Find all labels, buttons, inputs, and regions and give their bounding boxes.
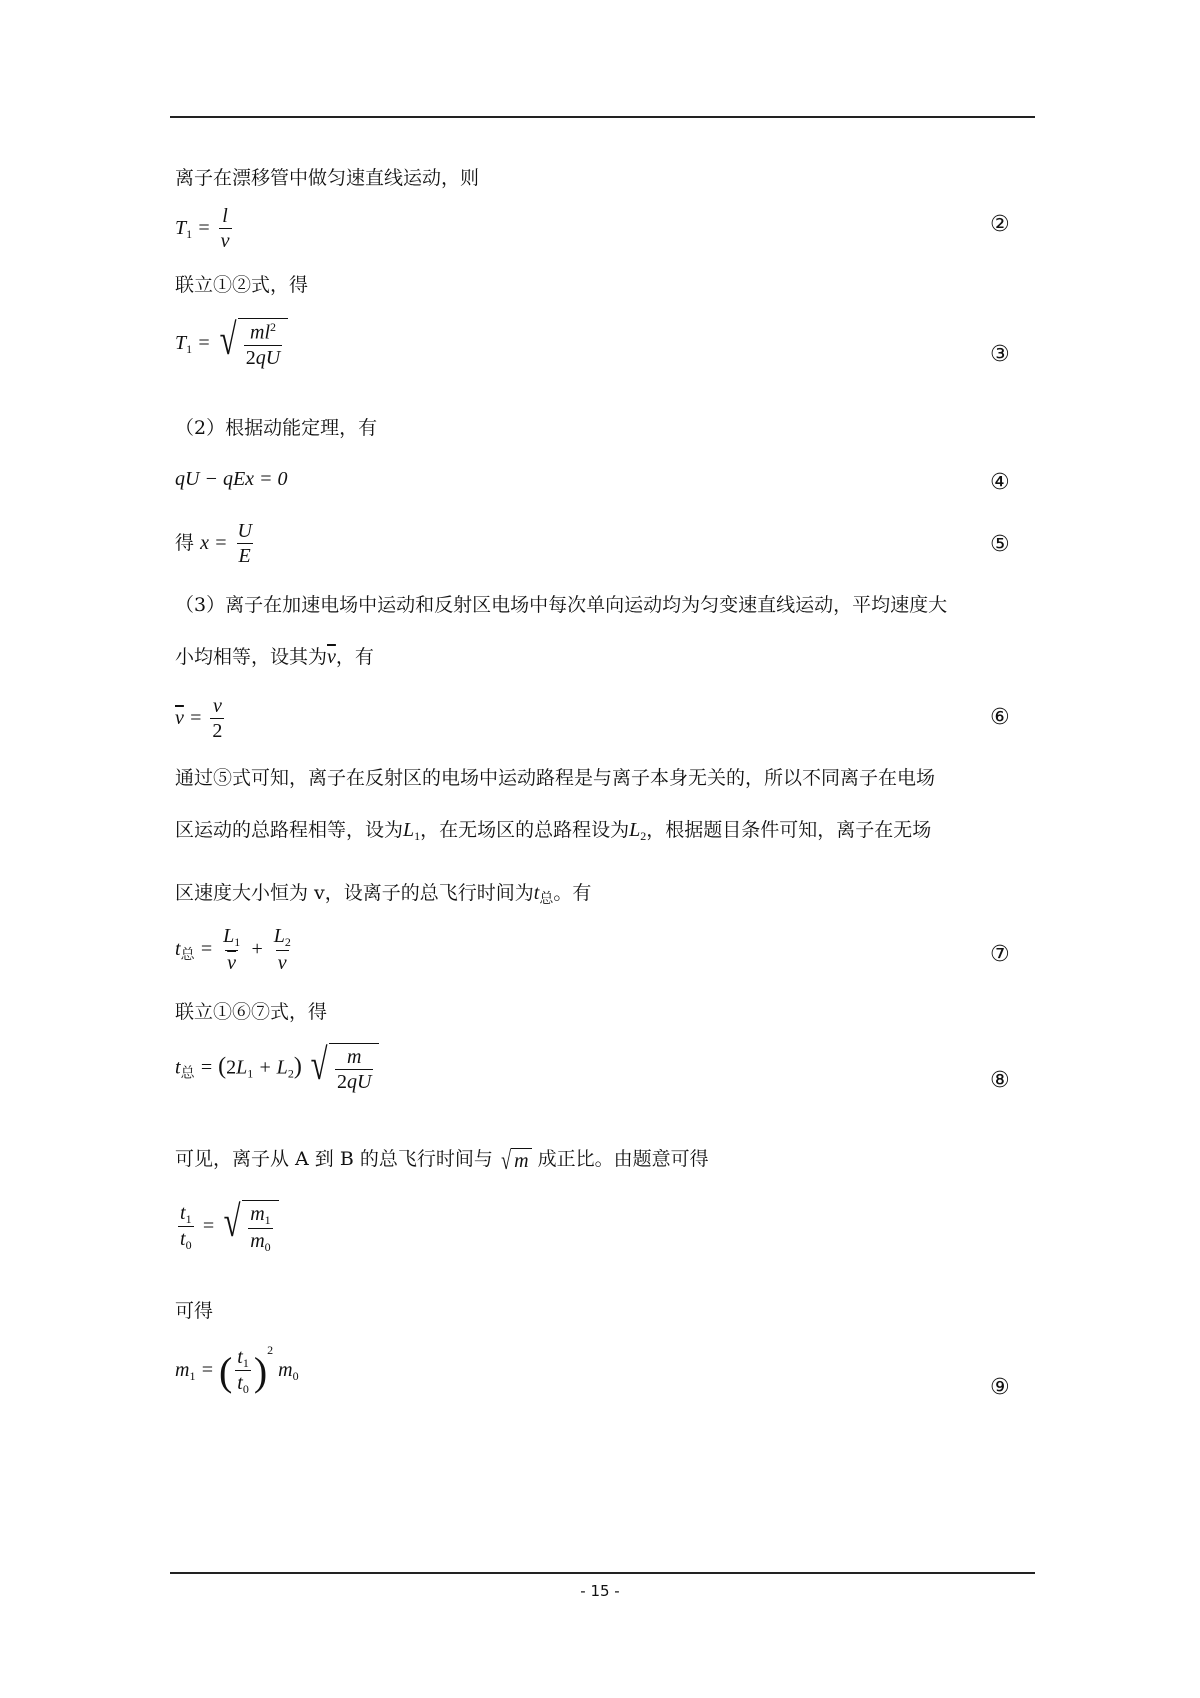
subscript-zong: 总 <box>539 891 554 907</box>
equation-7: $t_总$ = $\frac{L_1}{v}$ + $\frac{L_2}{v}$ <box>175 925 291 974</box>
text-line: 小均相等，设其为$\overline{v}$，有 <box>175 646 374 668</box>
header-rule <box>170 116 1035 118</box>
text-line: 联立①⑥⑦式，得 <box>175 1001 328 1023</box>
text-segment: ，根据题目条件可知，离子在无场 <box>646 819 932 841</box>
subscript-zong: 总 <box>180 946 195 963</box>
text-line: 联立①②式，得 <box>175 274 309 296</box>
text-line: 可得 <box>175 1300 214 1322</box>
text-line: 离子在漂移管中做匀速直线运动，则 <box>175 167 480 189</box>
eq-number-5: ⑤ <box>990 532 1010 557</box>
eq-number-3: ③ <box>990 342 1010 367</box>
eq-number-9: ⑨ <box>990 1375 1010 1400</box>
text-de: 得 <box>175 532 195 555</box>
text-segment: 成正比。由题意可得 <box>537 1148 709 1170</box>
text-segment: 可见，离子从 A 到 B 的总飞行时间与 <box>175 1148 493 1170</box>
text-segment: ，在无场区的总路程设为 <box>420 819 630 841</box>
text-segment: 小均相等，设其为 <box>175 646 328 668</box>
text-line: （3）离子在加速电场中运动和反射区电场中每次单向运动均为匀变速直线运动，平均速度大 <box>175 594 948 616</box>
text-line: 通过⑤式可知，离子在反射区的电场中运动路程是与离子本身无关的，所以不同离子在电场 <box>175 767 936 789</box>
footer-rule <box>170 1572 1035 1574</box>
page-number: - 15 - <box>580 1582 620 1600</box>
eq-number-4: ④ <box>990 470 1010 495</box>
equation-4: qU − qEx = 0 <box>175 468 288 490</box>
eq-number-7: ⑦ <box>990 942 1010 967</box>
equation-5: 得 x = $\frac{U}{E}$ <box>175 520 252 567</box>
equation-ratio: $\frac{t_1}{t_0}$ = √ $\frac{m_1}{m_0}$ <box>175 1200 279 1255</box>
eq-number-8: ⑧ <box>990 1068 1010 1093</box>
text-segment: 。有 <box>553 882 592 904</box>
text-segment: ，有 <box>335 646 374 668</box>
subscript-zong: 总 <box>180 1065 195 1082</box>
equation-3: $T_1$ = √ $\frac{ml^2}{2qU}$ <box>175 318 288 371</box>
eq-number-6: ⑥ <box>990 705 1010 730</box>
text-segment: 区速度大小恒为 v，设离子的总飞行时间为 <box>175 882 534 904</box>
text-line: 区运动的总路程相等，设为$L_1$，在无场区的总路程设为$L_2$，根据题目条件可知，离子在无场 <box>175 819 932 843</box>
eq-number-2: ② <box>990 212 1010 237</box>
equation-8: $t_总 = (2L_1 + L_2)$ √ $\frac{m}{2qU}$ <box>175 1043 379 1095</box>
text-line: 区速度大小恒为 v，设离子的总飞行时间为$t_总$。有 <box>175 882 592 907</box>
text-segment: 区运动的总路程相等，设为 <box>175 819 404 841</box>
equation-6: $\overline{v}$ = $\frac{v}{2}$ <box>175 695 223 742</box>
text-line: 可见，离子从 A 到 B 的总飞行时间与 √ m 成正比。由题意可得 <box>175 1146 709 1175</box>
equation-2: $T_1$ = $\frac{l}{v}$ <box>175 205 230 252</box>
equation-9: $m_1$ = ( $\frac{t_1}{t_0}$ )$^2$ $m_0$ <box>175 1343 299 1397</box>
text-line: （2）根据动能定理，有 <box>175 417 378 439</box>
